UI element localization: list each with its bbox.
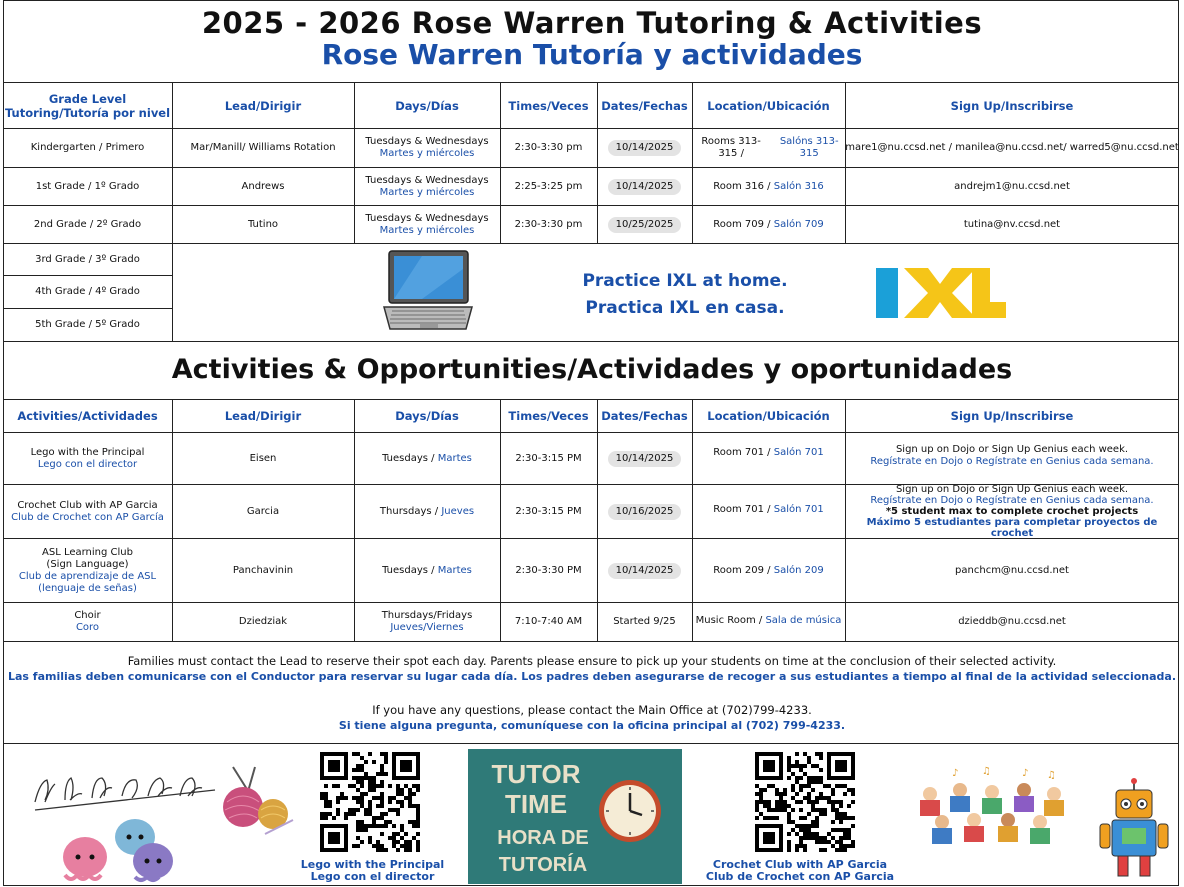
header-lead: Lead/Dirigir <box>224 98 302 113</box>
table-row-lead: Mar/Manill/ Williams Rotation <box>190 142 336 153</box>
days-en: Tuesdays / <box>382 564 435 576</box>
activity-signup-email[interactable]: dzieddb@nu.ccsd.net <box>958 616 1066 627</box>
table-row-signup-email[interactable]: andrejm1@nu.ccsd.net <box>954 180 1070 192</box>
note-families-en: Families must contact the Lead to reserve their spot each day. Parents please ensure to pick up your students on time at the conclusion of their selected activity. <box>127 654 1057 668</box>
location-es: Sala de música <box>765 615 842 626</box>
laptop-icon <box>382 249 474 331</box>
date-pill: 10/14/2025 <box>608 140 682 156</box>
crochet-octopus-icon <box>55 815 180 883</box>
activity-date <box>597 433 692 484</box>
ixl-text-es: Practica IXL en casa. <box>585 298 785 318</box>
sign-language-hands-icon <box>30 762 225 817</box>
activity-lead: Garcia <box>246 505 280 517</box>
activity-time: 7:10-7:40 AM <box>514 616 583 627</box>
svg-text:♪: ♪ <box>1022 768 1029 779</box>
location-en: Rooms 313-315 / <box>701 136 761 159</box>
table-row-signup-email[interactable]: mare1@nu.ccsd.net / manilea@nu.ccsd.net/ warred5@nu.ccsd.net <box>845 142 1179 153</box>
location-es: Salón 701 <box>773 447 824 458</box>
activities-header-dates: Dates/Fechas <box>601 409 688 423</box>
table-row-days <box>354 206 500 243</box>
activity-location <box>692 433 845 473</box>
days-es: Martes y miércoles <box>379 224 475 236</box>
activity-days <box>354 539 500 602</box>
grade-5: 5th Grade / 5º Grado <box>35 319 140 330</box>
qr-caption-lego <box>290 859 455 883</box>
grade-3: 3rd Grade / 3º Grado <box>35 253 140 265</box>
activity-name <box>3 433 172 484</box>
qr-caption-crochet-en: Crochet Club with AP Garcia <box>712 858 888 871</box>
signup-en: Sign up on Dojo or Sign Up Genius each week. <box>895 443 1129 455</box>
activity-name <box>3 485 172 538</box>
date-pill: 10/16/2025 <box>608 504 682 520</box>
header-location: Location/Ubicación <box>707 98 830 113</box>
days-en: Tuesdays & Wednesdays <box>365 136 489 147</box>
activity-location <box>692 485 845 534</box>
qr-code-lego-icon <box>320 752 424 856</box>
table-row-signup-email[interactable]: tutina@nv.ccsd.net <box>963 218 1061 230</box>
activity-days <box>354 603 500 641</box>
location-en: Room 209 / <box>713 564 771 576</box>
signup-max-es: Máximo 5 estudiantes para completar proyectos de crochet <box>866 517 1158 539</box>
activity-date <box>597 539 692 602</box>
date-pill: 10/14/2025 <box>608 179 682 195</box>
activity-location <box>692 539 845 602</box>
ixl-message <box>540 268 830 322</box>
table-row-grade: 2nd Grade / 2º Grado <box>33 218 142 230</box>
tutor-time-banner <box>468 749 682 884</box>
qr-code-crochet-icon <box>755 752 859 856</box>
days-es: Jueves <box>441 505 475 517</box>
table-row-grade: 1st Grade / 1º Grado <box>35 180 140 192</box>
table-row-location <box>692 206 845 243</box>
activities-header-times: Times/Veces <box>508 409 589 423</box>
activity-date <box>597 485 692 538</box>
activity-signup <box>845 485 1179 538</box>
activities-title: Activities & Opportunities/Actividades y oportunidades <box>171 354 1013 385</box>
activity-signup-email[interactable]: panchcm@nu.ccsd.net <box>955 564 1069 576</box>
activity-signup <box>845 433 1179 478</box>
table-row-time: 2:30-3:30 pm <box>514 142 583 153</box>
activities-header-days: Days/Días <box>395 409 459 423</box>
location-es: Salón 209 <box>773 564 824 576</box>
activities-header-lead: Lead/Dirigir <box>224 409 302 423</box>
signup-es: Regístrate en Dojo o Regístrate en Genius cada semana. <box>870 495 1154 506</box>
days-es: Martes y miércoles <box>379 186 475 198</box>
activity-time: 2:30-3:30 PM <box>515 564 582 576</box>
qr-caption-lego-es: Lego con el director <box>310 870 435 883</box>
table-row-time: 2:25-3:25 pm <box>514 180 583 192</box>
table-row-date <box>597 206 692 243</box>
header-times: Times/Veces <box>508 98 589 113</box>
tutor-time-line2: TIME <box>504 789 568 819</box>
location-es: Salóns 313-315 <box>779 136 839 159</box>
activity-name-es-2: (lenguaje de señas) <box>38 582 137 594</box>
note-contact-en: If you have any questions, please contact the Main Office at (702)799-4233. <box>372 703 812 717</box>
table-row-days <box>354 168 500 205</box>
table-row-location <box>692 168 845 205</box>
clock-icon <box>596 777 664 845</box>
days-es: Jueves/Viernes <box>390 622 464 633</box>
location-es: Salón 709 <box>773 218 824 230</box>
page-title: 2025 - 2026 Rose Warren Tutoring & Activities <box>201 6 983 40</box>
svg-text:♫: ♫ <box>1047 770 1056 781</box>
ixl-text-en: Practice IXL at home. <box>582 271 788 291</box>
note-families-es: Las familias deben comunicarse con el Conductor para reservar su lugar cada día. Los padres deben asegurarse de recoger a sus estudiantes a tiempo al final de la actividad seleccionada. <box>8 670 1176 683</box>
ixl-logo <box>876 268 1006 318</box>
activity-name <box>3 539 172 602</box>
days-en: Thursdays/Fridays <box>381 610 473 621</box>
activities-header-location: Location/Ubicación <box>707 409 830 423</box>
location-en: Room 316 / <box>713 180 771 192</box>
signup-es: Regístrate en Dojo o Regístrate en Genius cada semana. <box>870 455 1154 467</box>
table-row-days <box>354 129 500 167</box>
table-row-time: 2:30-3:30 pm <box>514 218 583 230</box>
days-en: Tuesdays & Wednesdays <box>365 212 489 224</box>
days-en: Tuesdays & Wednesdays <box>365 174 489 186</box>
table-row-date <box>597 129 692 167</box>
signup-en: Sign up on Dojo or Sign Up Genius each week. <box>895 484 1129 495</box>
tutor-time-line1: TUTOR <box>491 759 581 789</box>
yarn-icon <box>215 762 295 837</box>
table-row-lead: Andrews <box>241 180 285 192</box>
table-row-grade: Kindergarten / Primero <box>30 142 145 153</box>
activity-time: 2:30-3:15 PM <box>515 452 582 464</box>
activity-lead: Panchavinin <box>232 564 294 576</box>
activity-time: 2:30-3:15 PM <box>515 505 582 517</box>
activity-location <box>692 603 845 639</box>
header-dates: Dates/Fechas <box>601 98 688 113</box>
robot-icon <box>1098 778 1170 882</box>
grade-4: 4th Grade / 4º Grado <box>35 286 140 297</box>
activity-name-es: Club de aprendizaje de ASL <box>18 570 157 582</box>
days-en: Thursdays / <box>379 505 439 517</box>
choir-singers-icon <box>912 766 1074 848</box>
activity-name-en-2: (Sign Language) <box>46 558 129 570</box>
qr-caption-crochet-es: Club de Crochet con AP Garcia <box>705 870 895 883</box>
days-es: Martes y miércoles <box>379 148 475 159</box>
activity-lead: Eisen <box>249 452 277 464</box>
days-es: Martes <box>437 452 472 464</box>
activity-date: Started 9/25 <box>613 616 676 627</box>
table-row-date <box>597 168 692 205</box>
activities-header-name: Activities/Actividades <box>17 409 158 423</box>
activity-name-en: Choir <box>74 610 101 621</box>
header-grade-level: Grade Level Tutoring/Tutoría por nivel <box>4 91 171 120</box>
svg-text:♪: ♪ <box>952 768 959 779</box>
location-en: Room 701 / <box>713 503 771 515</box>
signup-max-en: *5 student max to complete crochet projects <box>885 506 1139 517</box>
qr-caption-crochet <box>700 859 900 883</box>
activity-lead: Dziedziak <box>238 616 288 627</box>
table-row-lead: Tutino <box>247 218 279 230</box>
activity-name-es: Club de Crochet con AP García <box>11 511 164 523</box>
qr-caption-lego-en: Lego with the Principal <box>300 858 445 871</box>
activity-name-en: ASL Learning Club <box>42 546 133 558</box>
location-en: Room 709 / <box>713 218 771 230</box>
activity-days <box>354 433 500 484</box>
activity-name-en: Lego with the Principal <box>30 446 145 458</box>
note-contact-es: Si tiene alguna pregunta, comuníquese con la oficina principal al (702) 799-4233. <box>338 719 846 732</box>
location-en: Music Room / <box>695 615 763 626</box>
location-es: Salón 701 <box>773 503 824 515</box>
activities-header-signup: Sign Up/Inscribirse <box>950 409 1074 423</box>
date-pill: 10/14/2025 <box>608 563 682 579</box>
date-pill: 10/25/2025 <box>608 217 682 233</box>
header-days: Days/Días <box>395 98 459 113</box>
table-row-location <box>692 129 845 167</box>
svg-text:♫: ♫ <box>982 766 991 777</box>
tutor-time-line4: TUTORÍA <box>498 854 588 876</box>
days-es: Martes <box>437 564 472 576</box>
activity-name-en: Crochet Club with AP Garcia <box>17 499 158 511</box>
activity-name-es: Lego con el director <box>37 458 138 470</box>
activity-name <box>3 603 172 641</box>
tutor-time-line3: HORA DE <box>497 827 589 849</box>
date-pill: 10/14/2025 <box>608 451 682 467</box>
days-en: Tuesdays / <box>382 452 435 464</box>
page-title-spanish: Rose Warren Tutoría y actividades <box>321 38 863 71</box>
header-signup: Sign Up/Inscribirse <box>950 98 1074 113</box>
activity-name-es: Coro <box>75 622 100 633</box>
activity-days <box>354 485 500 538</box>
location-es: Salón 316 <box>773 180 824 192</box>
location-en: Room 701 / <box>713 447 771 458</box>
